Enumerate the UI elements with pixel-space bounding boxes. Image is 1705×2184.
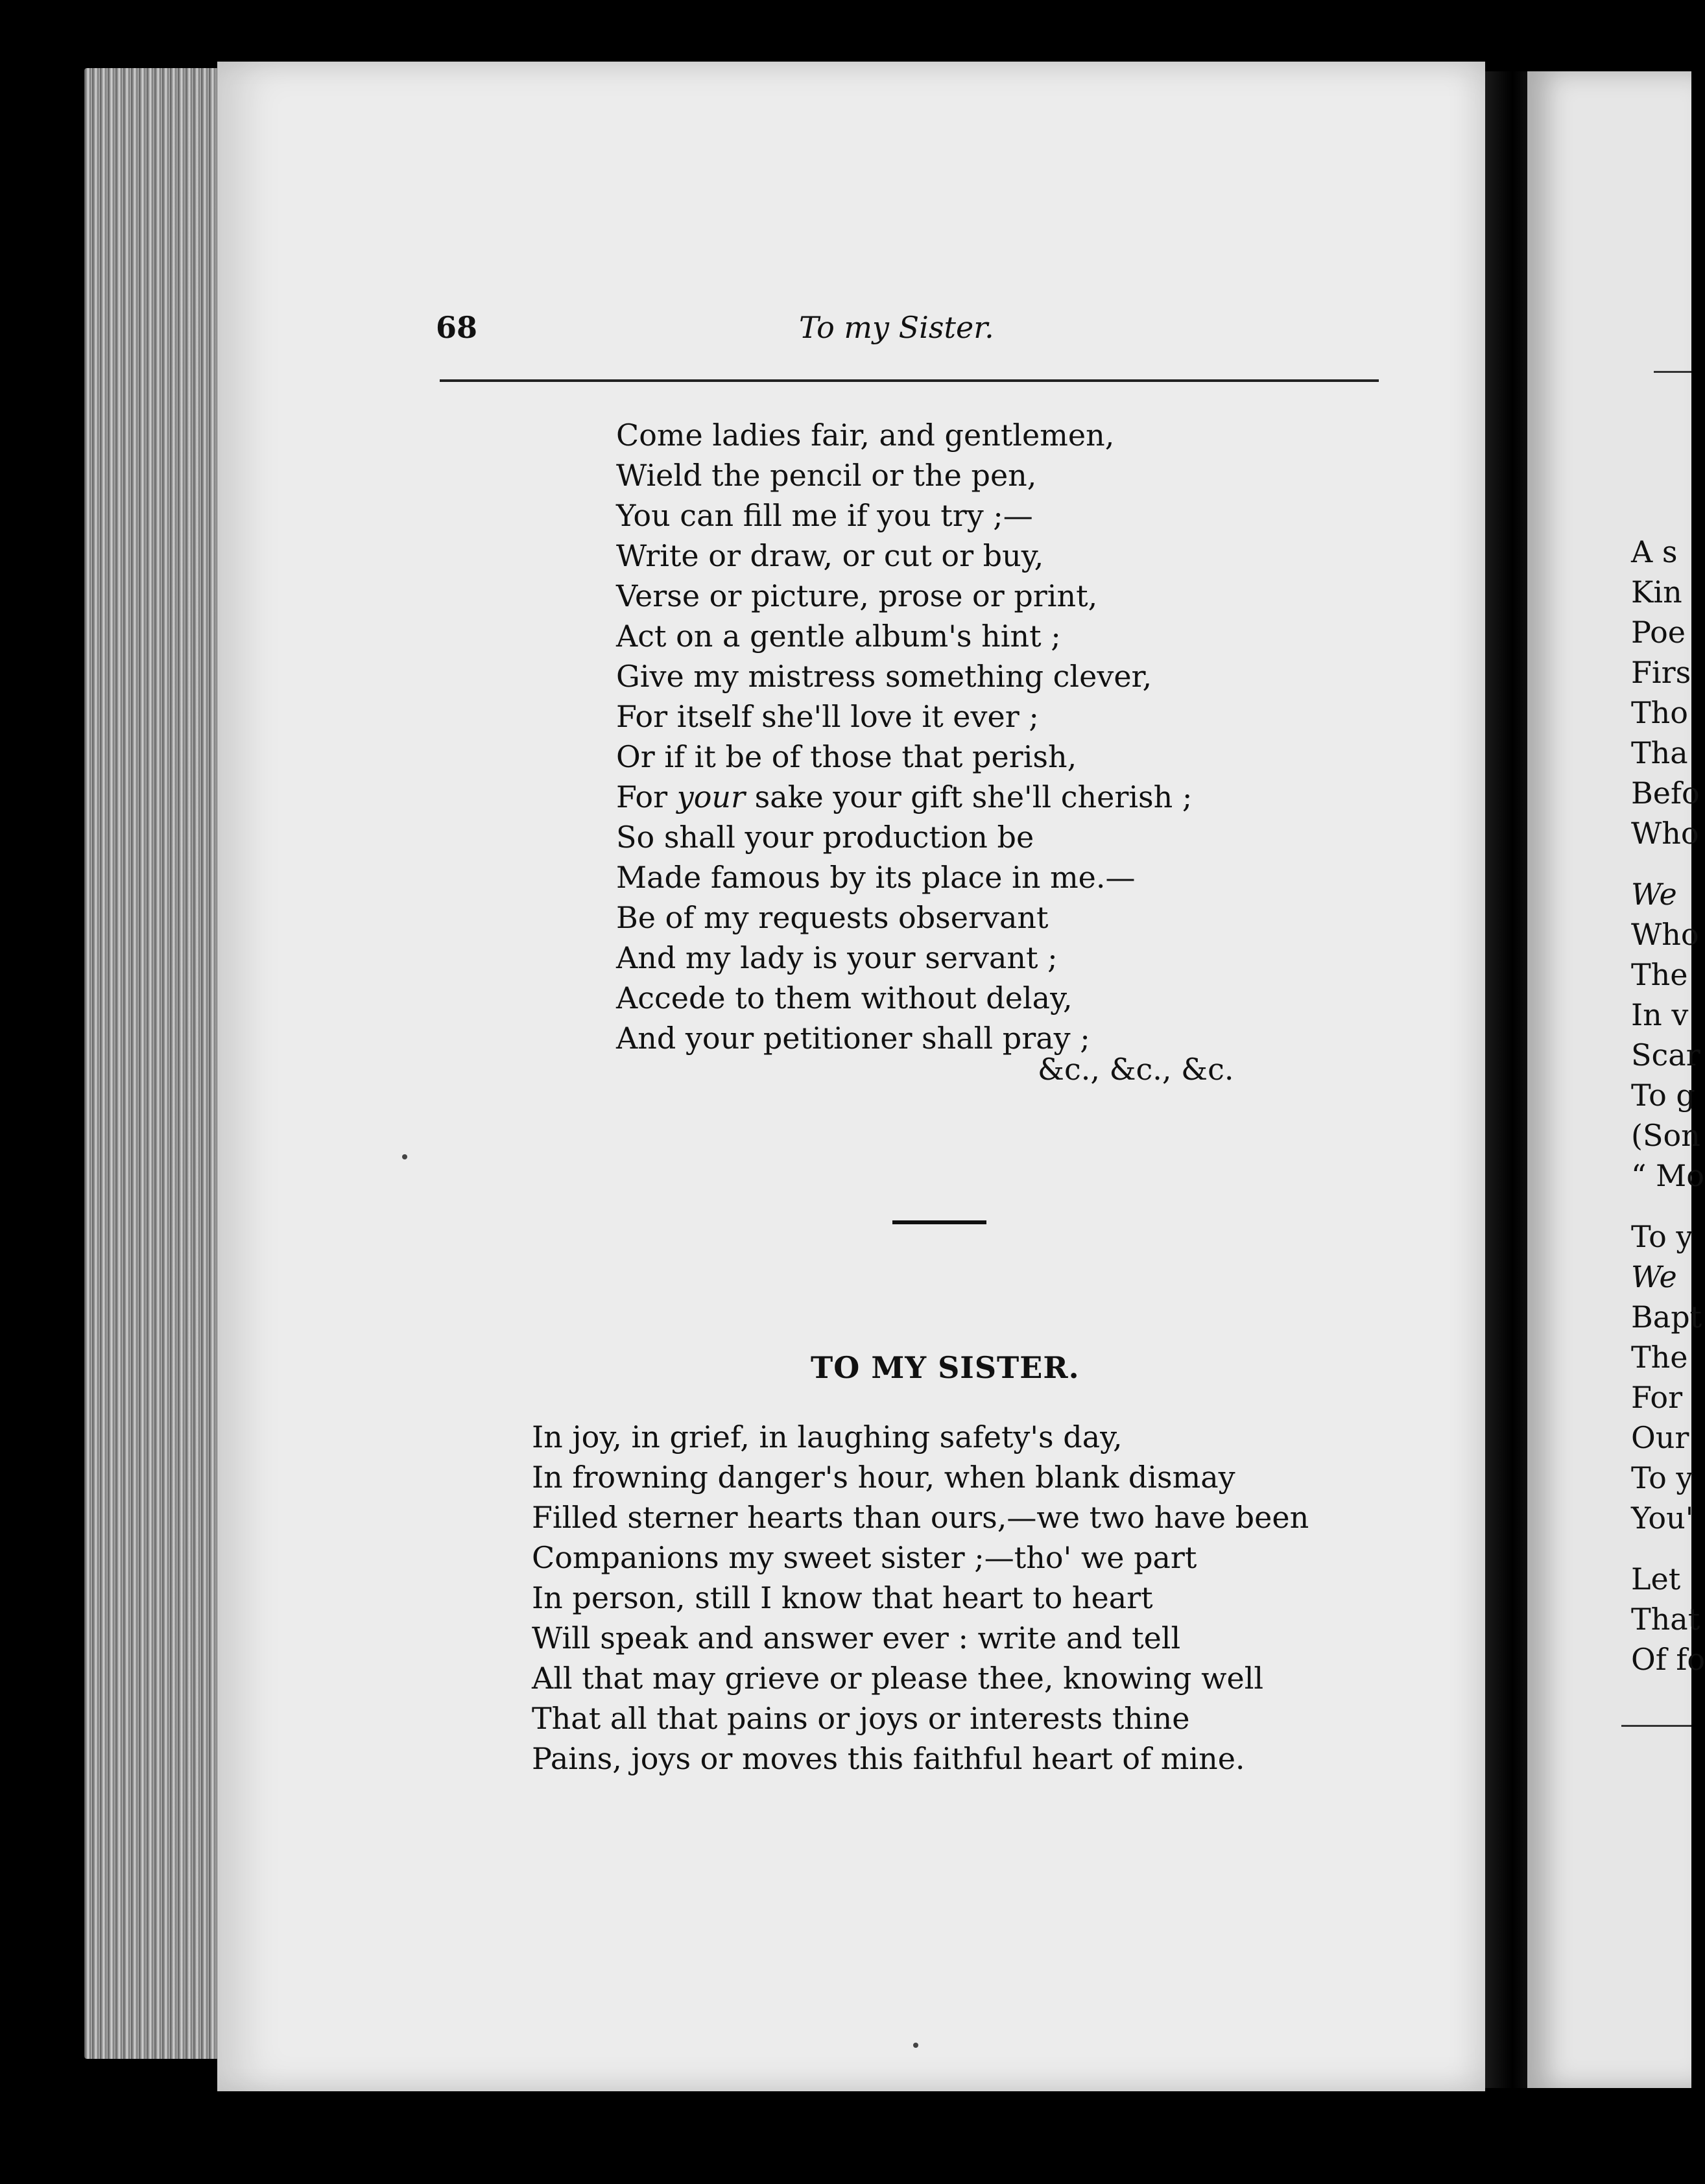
poem-line: In person, still I know that heart to heart <box>532 1580 1153 1615</box>
running-head <box>436 310 1383 355</box>
poem-line: Will speak and answer ever : write and tell <box>532 1620 1181 1656</box>
verse-line: And my lady is your servant ; <box>616 940 1058 975</box>
verse-line: For itself she'll love it ever ; <box>616 699 1039 734</box>
verse-line: You can fill me if you try ;— <box>616 498 1033 533</box>
verse-line: Write or draw, or cut or buy, <box>616 538 1044 573</box>
facing-page-line: Firs <box>1631 655 1691 690</box>
facing-page-line: Our <box>1631 1420 1689 1455</box>
facing-page-line: A s <box>1631 534 1678 569</box>
facing-page-text-area <box>1527 71 1705 2088</box>
verse-fragment: For <box>616 779 677 814</box>
poem-line: Filled sterner hearts than ours,—we two have been <box>532 1500 1309 1535</box>
facing-page-line: We <box>1631 877 1677 912</box>
facing-page-line: Tho <box>1631 695 1689 730</box>
facing-page-line: You' <box>1631 1501 1694 1536</box>
facing-page-line <box>1631 853 1705 874</box>
facing-page-fragments <box>1631 532 1705 1680</box>
verse-line: Act on a gentle album's hint ; <box>616 619 1061 654</box>
page-number: 68 <box>436 310 478 345</box>
facing-page-line: Poe <box>1631 615 1686 650</box>
verse-line: Come ladies fair, and gentlemen, <box>616 418 1115 453</box>
facing-page-line: Tha <box>1631 735 1688 770</box>
facing-page-line: To g <box>1631 1078 1695 1113</box>
facing-page-line: Scar <box>1631 1038 1700 1073</box>
sister-poem <box>532 1417 1375 1779</box>
poem-line: Companions my sweet sister ;—tho' we part <box>532 1540 1197 1575</box>
book-gutter <box>1485 71 1531 2088</box>
poem-line: In frowning danger's hour, when blank dismay <box>532 1460 1235 1495</box>
poem-line: That all that pains or joys or interests thine <box>532 1701 1190 1736</box>
verse-signoff: &c., &c., &c. <box>1038 1052 1234 1087</box>
facing-page-line <box>1631 1538 1705 1559</box>
facing-page-line: The <box>1631 957 1688 992</box>
facing-page-line: “ Mo <box>1631 1158 1704 1193</box>
verse-line: So shall your production be <box>616 820 1034 855</box>
verse-line: And your petitioner shall pray ; <box>616 1021 1090 1056</box>
verse-line-italic <box>616 777 1329 817</box>
verse-line: Give my mistress something clever, <box>616 659 1152 694</box>
verse-line: Wield the pencil or the pen, <box>616 458 1037 493</box>
facing-page-line: To y <box>1631 1219 1693 1254</box>
poem-line: In joy, in grief, in laughing safety's day, <box>532 1419 1123 1454</box>
verse-fragment-italic: your <box>676 779 746 814</box>
page-edges <box>84 68 233 2059</box>
facing-page-line: Bapt <box>1631 1300 1702 1335</box>
facing-page-line: For <box>1631 1380 1683 1415</box>
facing-page-line: Let <box>1631 1561 1681 1596</box>
facing-page-line: The <box>1631 1340 1688 1375</box>
facing-page-footnote-rule <box>1621 1725 1691 1727</box>
verse-line: Accede to them without delay, <box>616 980 1073 1015</box>
facing-page-line: We <box>1631 1259 1677 1294</box>
header-rule <box>440 379 1379 382</box>
verse-fragment: sake your gift she'll cherish ; <box>745 779 1193 814</box>
facing-page-line <box>1631 1196 1705 1217</box>
facing-page-line: Who <box>1631 816 1699 851</box>
poem-line: Pains, joys or moves this faithful heart of mine. <box>532 1741 1245 1776</box>
facing-page-line: That <box>1631 1602 1700 1637</box>
facing-page-line: Who <box>1631 917 1699 952</box>
verse-line: Verse or picture, prose or print, <box>616 578 1098 613</box>
poem-line: All that may grieve or please thee, knowing well <box>532 1661 1264 1696</box>
facing-page-line: To y <box>1631 1460 1693 1495</box>
facing-page-line: In v <box>1631 997 1689 1032</box>
book-page <box>217 62 1485 2091</box>
facing-page-line: Kin <box>1631 575 1682 610</box>
facing-page-line: Befo <box>1631 776 1700 811</box>
section-divider <box>892 1220 986 1224</box>
verse-line: Made famous by its place in me.— <box>616 860 1136 895</box>
paper-speck <box>402 1154 407 1159</box>
verse-line: Or if it be of those that perish, <box>616 739 1077 774</box>
facing-page-line: Of fo <box>1631 1642 1705 1677</box>
verse-line: Be of my requests observant <box>616 900 1049 935</box>
poem-title: TO MY SISTER. <box>811 1350 1080 1385</box>
running-title: To my Sister. <box>799 310 994 345</box>
facing-page-line: (Son <box>1631 1118 1700 1153</box>
paper-speck <box>913 2043 918 2048</box>
album-verse <box>616 415 1329 1058</box>
